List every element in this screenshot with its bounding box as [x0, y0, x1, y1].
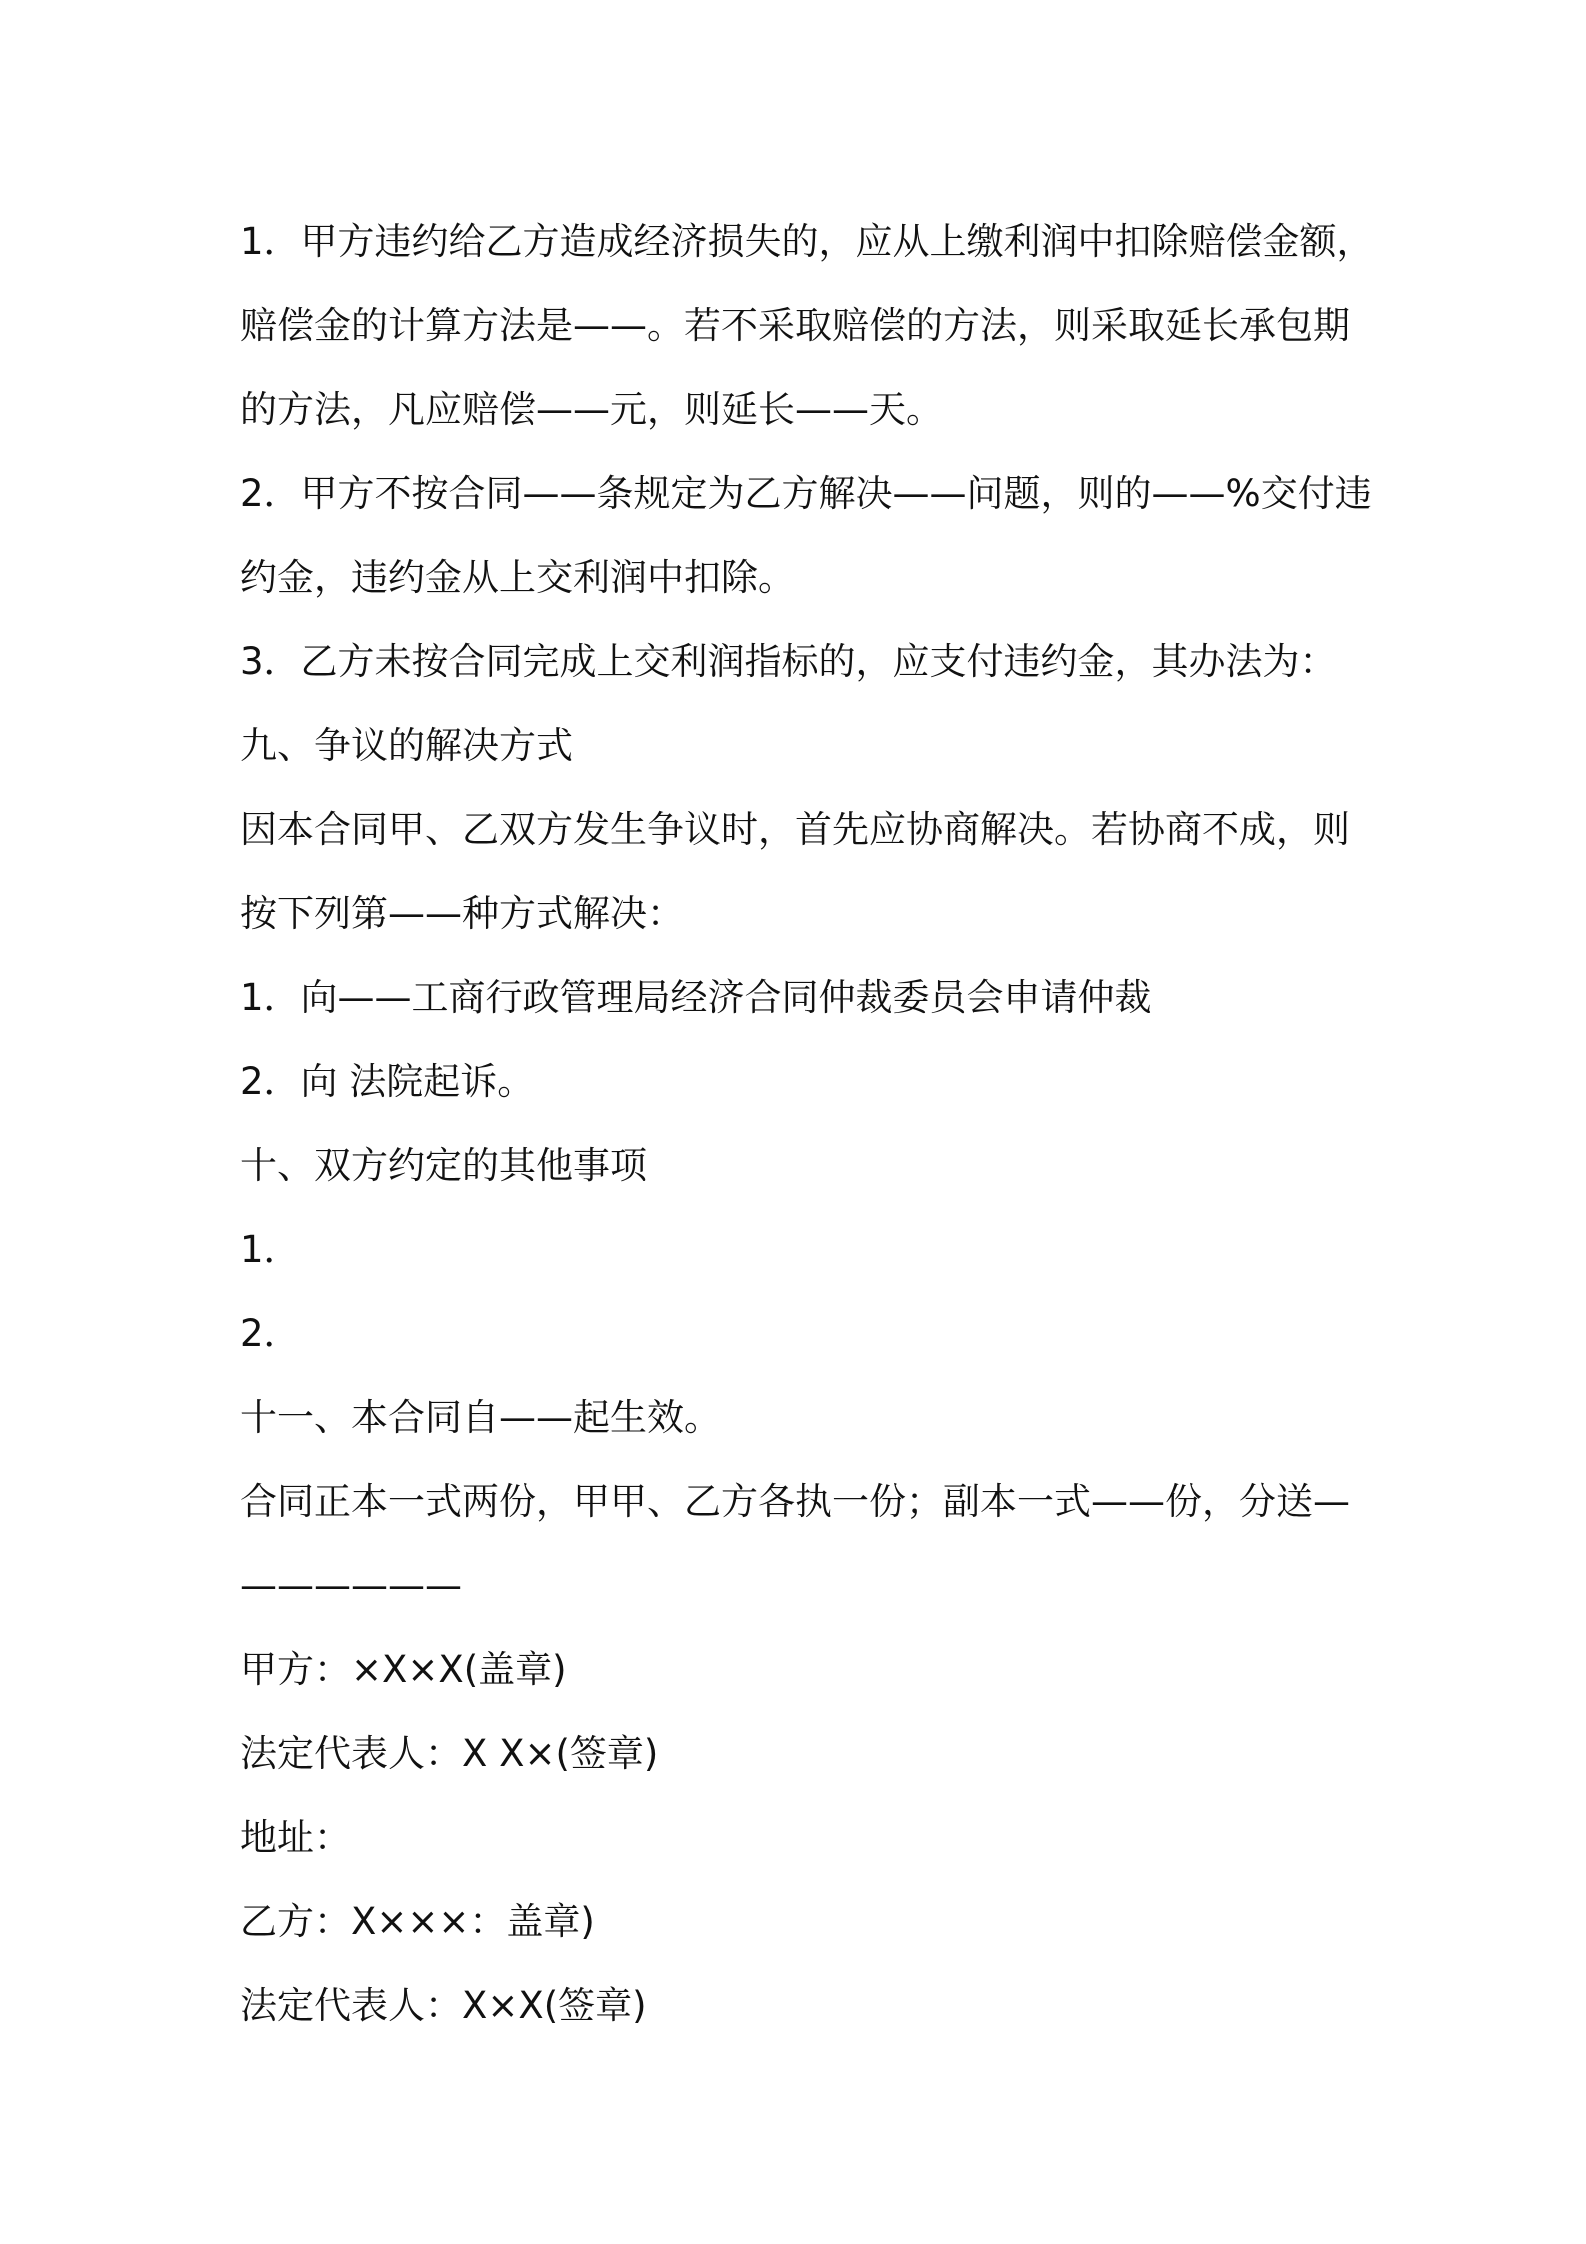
section-10-heading: 十、双方约定的其他事项 [240, 1144, 647, 1187]
party-b: 乙方：X×××：盖章) [240, 1900, 595, 1943]
section-9-heading: 九、争议的解决方式 [240, 724, 573, 767]
section-9-intro-line-1: 因本合同甲、乙双方发生争议时，首先应协商解决。若协商不成，则 [240, 808, 1350, 851]
section-9-option-2: 2．向 法院起诉。 [240, 1060, 535, 1103]
copies-line-1: 合同正本一式两份，甲甲、乙方各执一份；副本一式——份，分送— [240, 1480, 1350, 1523]
copies-line-2: —————— [240, 1564, 462, 1607]
clause-8-1-line-2: 赔偿金的计算方法是——。若不采取赔偿的方法，则采取延长承包期 [240, 304, 1350, 347]
clause-8-3: 3．乙方未按合同完成上交利润指标的，应支付违约金，其办法为： [240, 640, 1337, 683]
section-9-option-1: 1．向——工商行政管理局经济合同仲裁委员会申请仲裁 [240, 976, 1152, 1019]
section-9-intro-line-2: 按下列第——种方式解决： [240, 892, 684, 935]
party-a: 甲方：×X×X(盖章) [240, 1648, 567, 1691]
party-a-representative: 法定代表人：X X×(签章) [240, 1732, 659, 1775]
clause-8-2-line-2: 约金，违约金从上交利润中扣除。 [240, 556, 795, 599]
clause-8-1-line-1: 1．甲方违约给乙方造成经济损失的，应从上缴利润中扣除赔偿金额， [240, 220, 1374, 263]
section-10-item-2: 2． [240, 1312, 301, 1355]
section-11-heading: 十一、本合同自——起生效。 [240, 1396, 721, 1439]
contract-page [240, 200, 1390, 2048]
clause-8-1-line-3: 的方法，凡应赔偿——元，则延长——天。 [240, 388, 943, 431]
party-b-representative: 法定代表人：X×X(签章) [240, 1984, 647, 2027]
clause-8-2-line-1: 2．甲方不按合同——条规定为乙方解决——问题，则的——%交付违 [240, 472, 1372, 515]
section-10-item-1: 1． [240, 1228, 301, 1271]
address: 地址： [240, 1816, 351, 1859]
